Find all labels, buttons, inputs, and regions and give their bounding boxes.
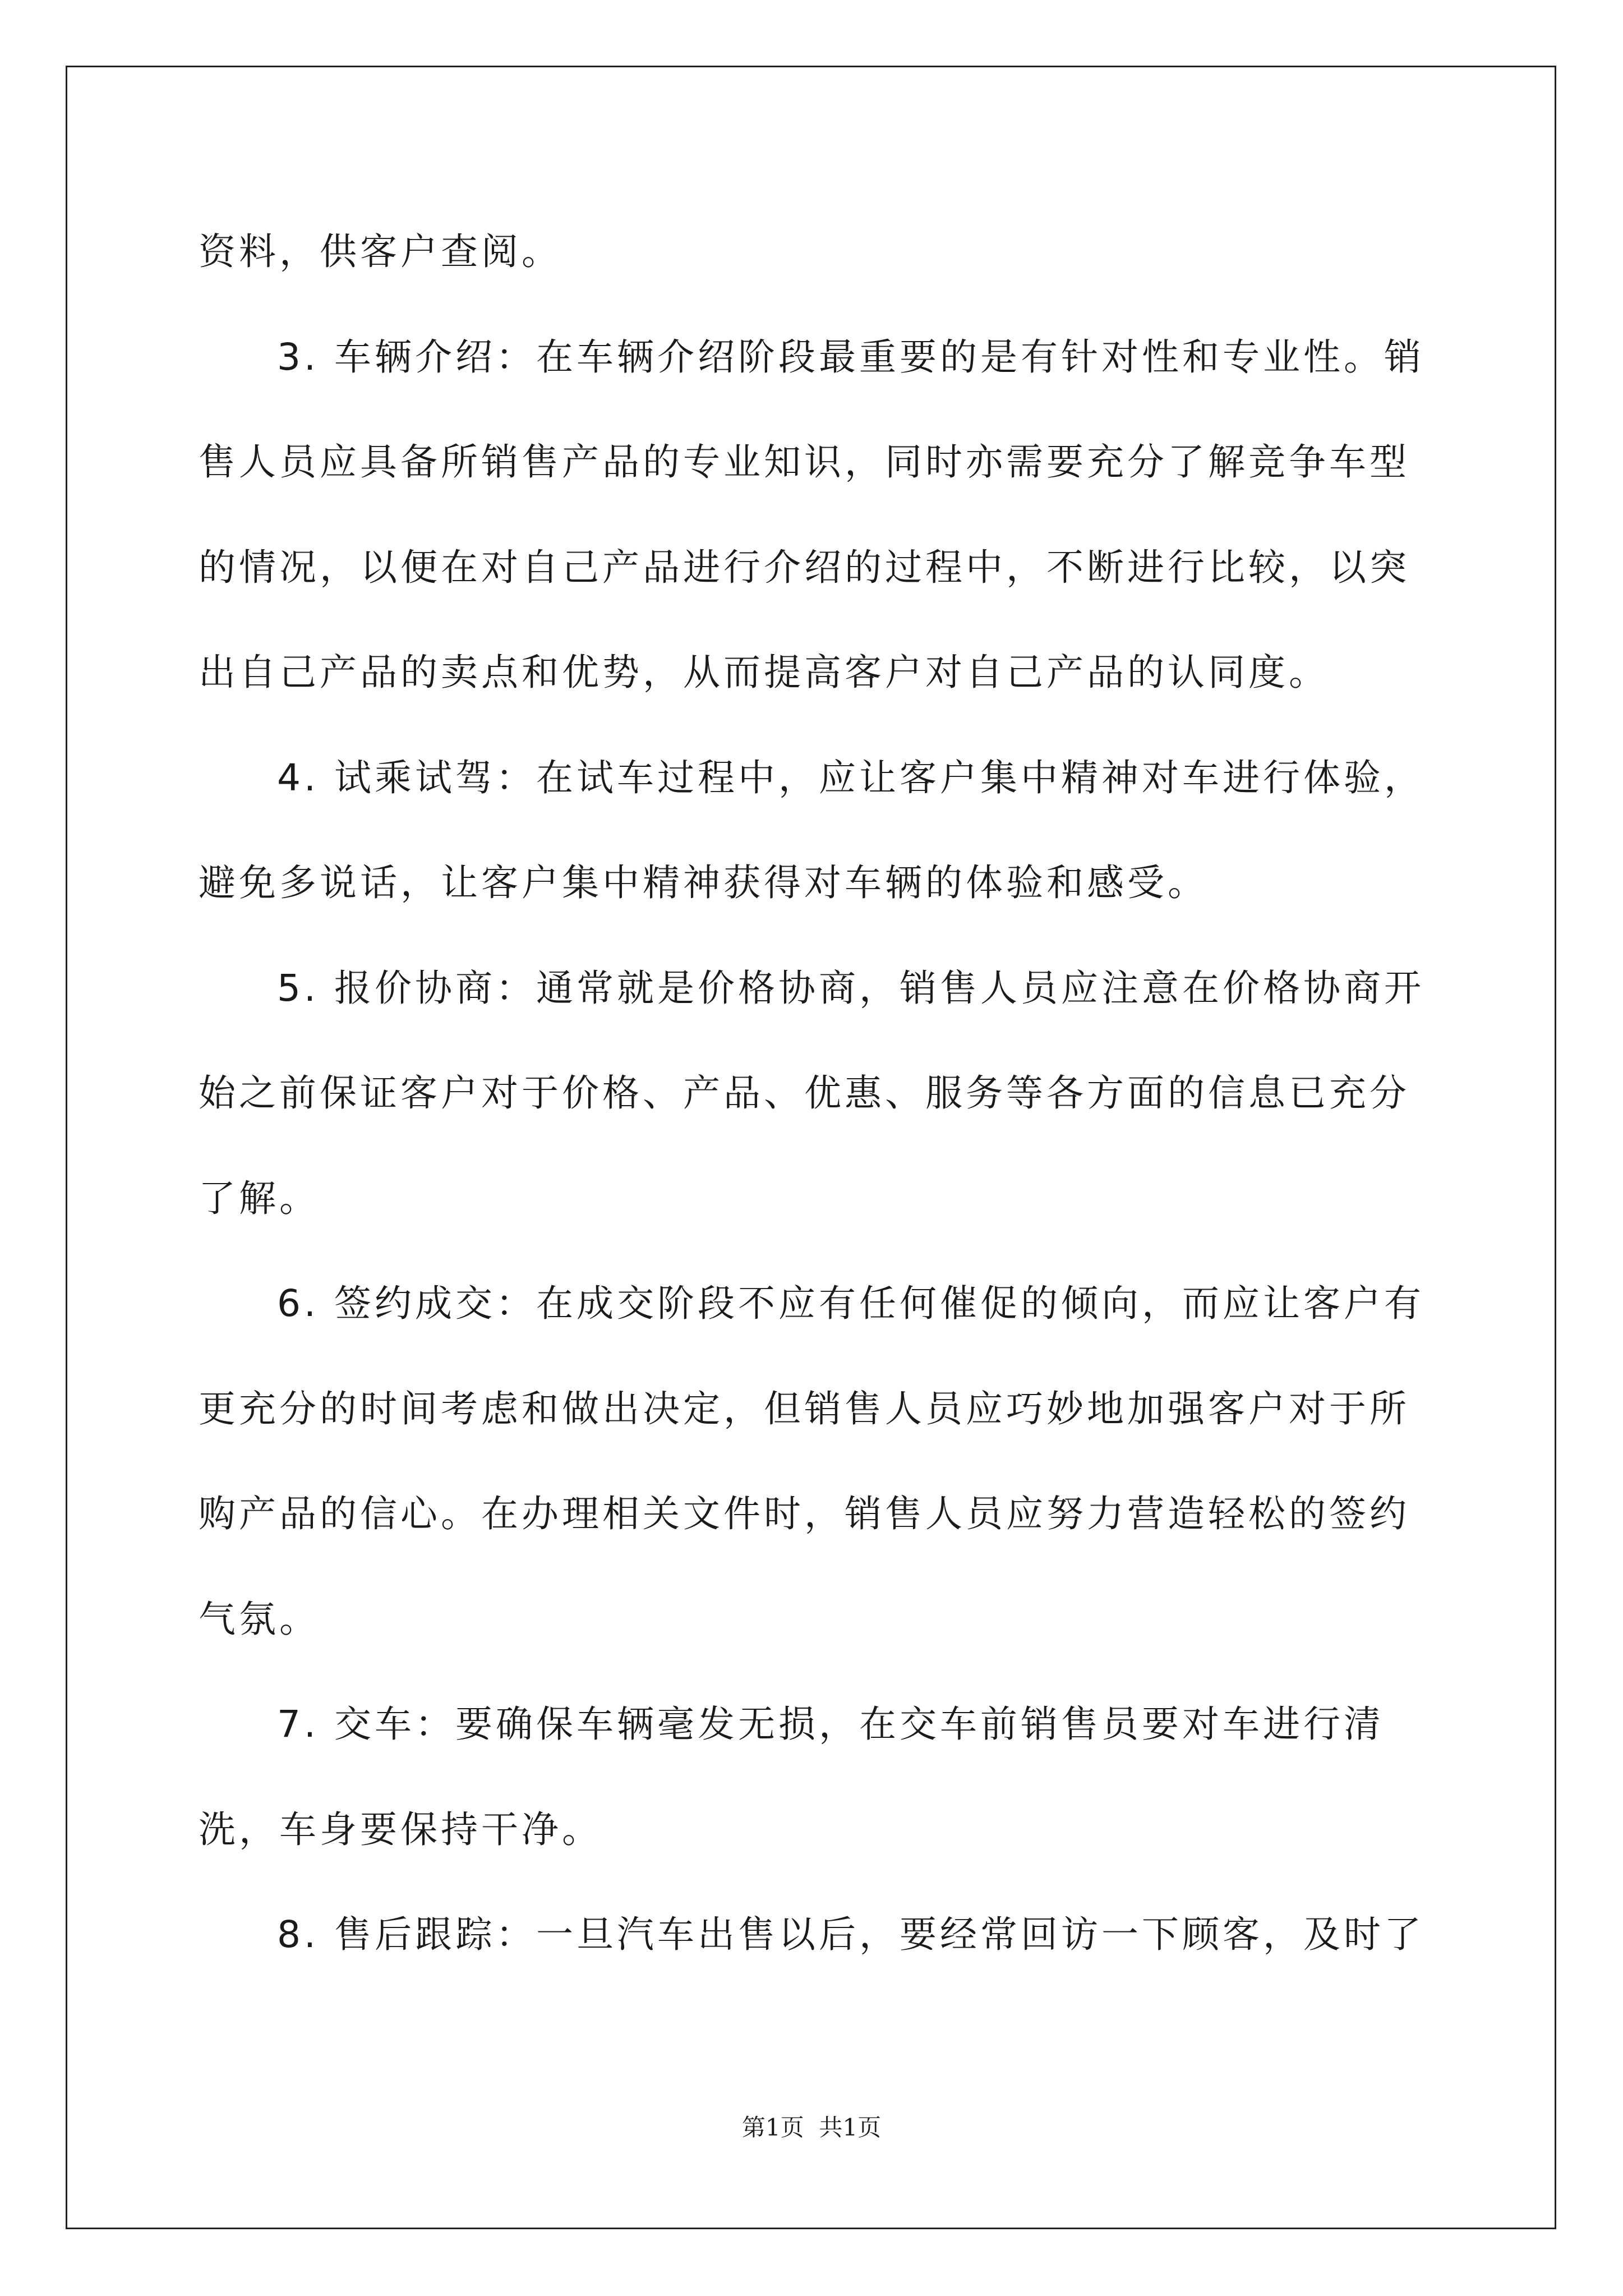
paragraph-2: 3. 车辆介绍：在车辆介绍阶段最重要的是有针对性和专业性。销售人员应具备所销售产品的专业知识，同时亦需要充分了解竞争车型的情况，以便在对自己产品进行介绍的过程中，不断进行比较，以突出自己产品的卖点和优势，从而提高客户对自己产品的认同度。 xyxy=(199,335,1424,694)
paragraph-3: 4. 试乘试驾：在试车过程中，应让客户集中精神对车进行体验，避免多说话，让客户集中精神获得对车辆的体验和感受。 xyxy=(199,756,1424,904)
paragraph-6: 7. 交车：要确保车辆毫发无损，在交车前销售员要对车进行清洗，车身要保持干净。 xyxy=(199,1703,1384,1851)
document-body xyxy=(199,199,1427,1987)
paragraph-1: 资料，供客户查阅。 xyxy=(199,230,562,273)
paragraph-7: 8. 售后跟踪：一旦汽车出售以后，要经常回访一下顾客，及时了 xyxy=(277,1913,1424,1956)
paragraph-4: 5. 报价协商：通常就是价格协商，销售人员应注意在价格协商开始之前保证客户对于价格、产品、优惠、服务等各方面的信息已充分了解。 xyxy=(199,966,1424,1220)
page-footer: 第1页 共1页 xyxy=(741,2114,882,2141)
paragraph-5: 6. 签约成交：在成交阶段不应有任何催促的倾向，而应让客户有更充分的时间考虑和做出决定，但销售人员应巧妙地加强客户对于所购产品的信心。在办理相关文件时，销售人员应努力营造轻松的签约气氛。 xyxy=(199,1282,1424,1641)
